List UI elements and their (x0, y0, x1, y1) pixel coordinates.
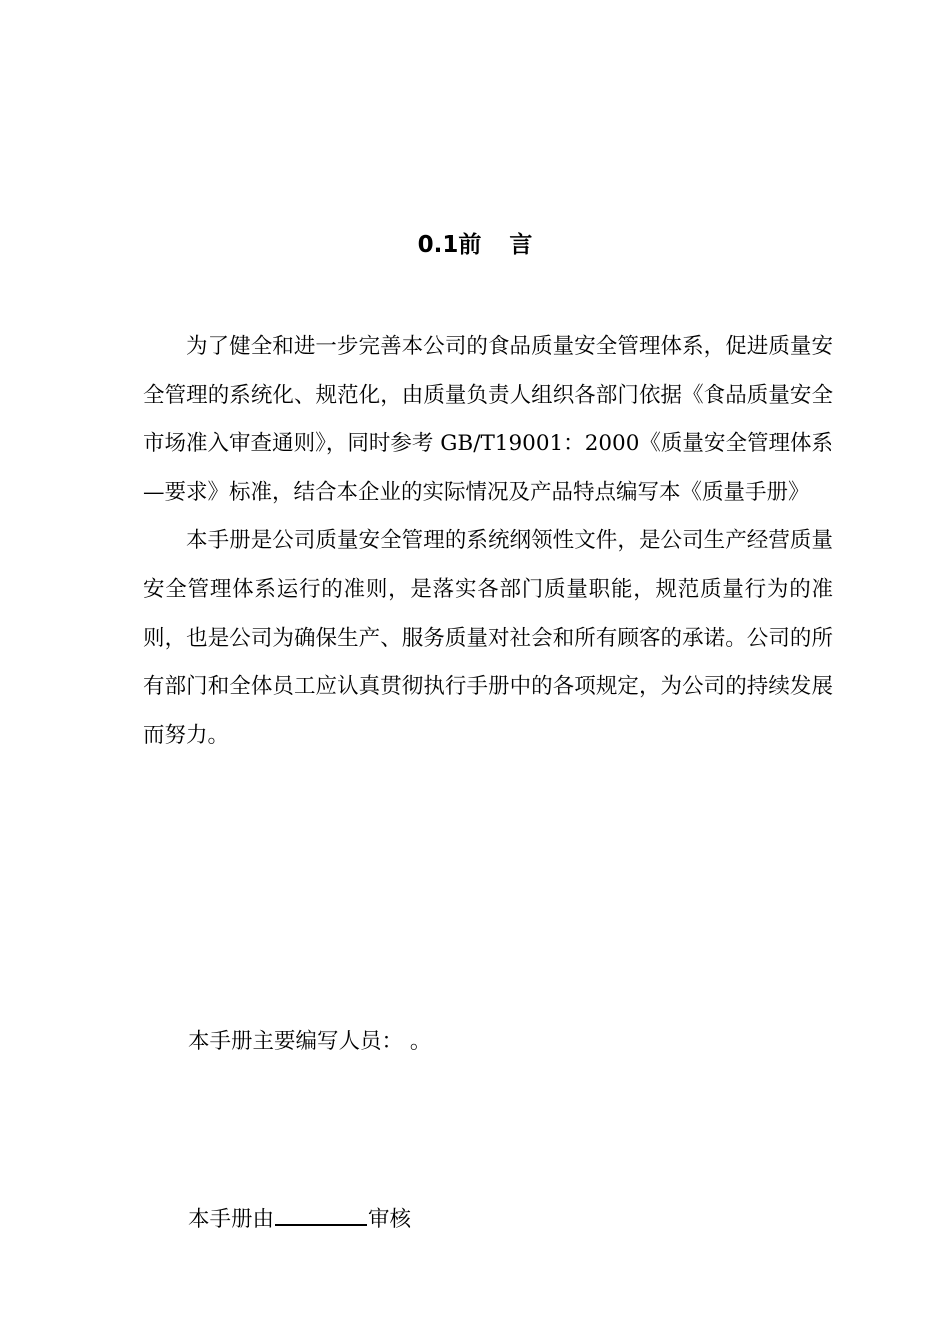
paragraph-1: 为了健全和进一步完善本公司的食品质量安全管理体系，促进质量安全管理的系统化、规范化，由质量负责人组织各部门依据《食品质量安全市场准入审查通则》，同时参考 GB/T19001：2000《质量安全管理体系—要求》标准，结合本企业的实际情况及产品特点编写本《质量手册》 (143, 334, 833, 505)
title-word-b: 言 (509, 232, 533, 258)
page-title (0, 226, 950, 259)
reviewer-line (188, 1198, 411, 1240)
title-number: 0.1 (417, 232, 459, 258)
writers-line (188, 1022, 431, 1062)
writers-value: 。 (409, 1029, 432, 1054)
reviewer-blank (275, 1198, 367, 1226)
preface-body (143, 323, 833, 760)
title-word-a: 前 (458, 232, 482, 258)
paragraph-2: 本手册是公司质量安全管理的系统纲领性文件，是公司生产经营质量安全管理体系运行的准则，是落实各部门质量职能，规范质量行为的准则，也是公司为确保生产、服务质量对社会和所有顾客的承诺。公司的所有部门和全体员工应认真贯彻执行手册中的各项规定，为公司的持续发展而努力。 (143, 528, 833, 748)
writers-label: 本手册主要编写人员： (188, 1029, 404, 1054)
reviewer-suffix: 审核 (368, 1207, 412, 1232)
reviewer-prefix: 本手册由 (188, 1207, 275, 1232)
